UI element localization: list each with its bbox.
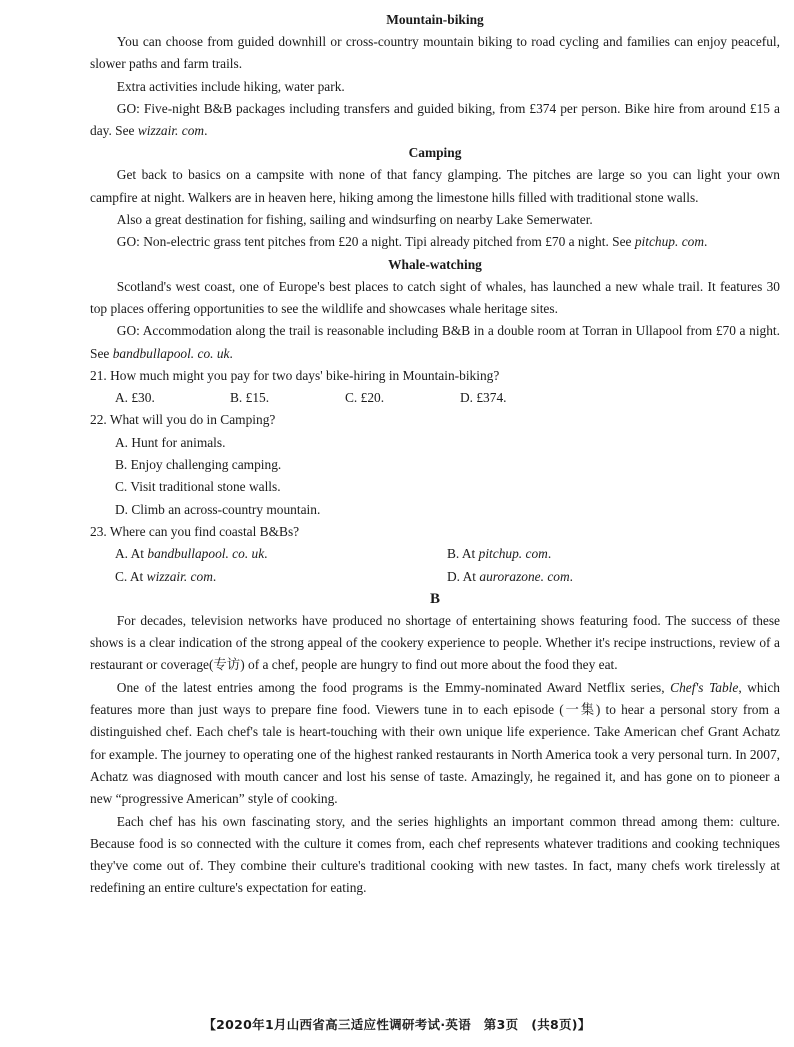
question-21-stem: 21. How much might you pay for two days' bike-hiring in Mountain-biking? — [90, 367, 500, 383]
q23-option-d — [447, 566, 779, 588]
q21-option-c: C. £20. — [345, 390, 385, 406]
page-footer: 【2020年1月山西省高三适应性调研考试·英语 第3页 (共8页)】 — [203, 1017, 591, 1032]
q23-c-end: . — [212, 568, 217, 584]
q21-option-d: D. £374. — [460, 390, 507, 406]
q22-option-b: B. Enjoy challenging camping. — [115, 457, 282, 473]
section-title-mountain-biking: Mountain-biking — [386, 12, 484, 27]
section-title-camping: Camping — [408, 145, 462, 161]
q23-option-a — [115, 543, 447, 565]
part-b-p2-intro: One of the latest entries among the food programs is the Emmy-nominated Award Netflix series, — [116, 679, 671, 695]
question-23-stem: 23. Where can you find coastal B&Bs? — [90, 523, 300, 539]
q23-b-link: pitchup. com — [478, 546, 548, 562]
part-b-heading: B — [429, 590, 440, 607]
mountain-paragraph-2: Extra activities include hiking, water park. — [116, 78, 345, 94]
q21-option-a: A. £30. — [115, 390, 155, 406]
q23-b-prefix: B. At — [447, 546, 479, 562]
question-23-options — [90, 543, 780, 588]
q23-a-end: . — [264, 546, 268, 562]
section-title-whale-watching: Whale-watching — [388, 256, 482, 272]
exam-page — [90, 9, 780, 900]
part-b-paragraph-1: For decades, television networks have produced no shortage of entertaining shows featuring food. The success of these shows is a clear indication of the strong appeal of the cookery experience to people. Whether it's recipe instructions, review of a restaurant or coverage(专访) of a chef, people are hungry to find out more about the food they eat. — [90, 612, 780, 673]
whale-go-text: GO: Accommodation along the trail is reasonable including B&B in a double room at Torran in Ullapool from £70 a night. See — [90, 323, 780, 361]
q23-option-b — [447, 543, 779, 565]
question-22-stem: 22. What will you do in Camping? — [90, 412, 276, 428]
part-b-paragraph-3: Each chef has his own fascinating story, and the series highlights an important common thread among them: culture. Because food is so connected with the culture it comes from, each chef represents whatever traditions and cooking techniques they've come out of. They combine their culture's traditional cooking with new tastes. In fact, many chefs work tirelessly at redefining an entire culture's expectation for eating. — [90, 813, 780, 896]
part-b-paragraph-2 — [90, 677, 780, 811]
chefs-table-title: Chef's Table — [670, 679, 739, 695]
q22-option-a: A. Hunt for animals. — [115, 434, 226, 450]
mountain-go-text: GO: Five-night B&B packages including transfers and guided biking, from £374 per person. Bike hire from around £15 a day. See — [90, 100, 780, 139]
q23-d-link: aurorazone. com — [479, 568, 570, 584]
camping-go-end: . — [704, 234, 708, 250]
q23-b-end: . — [547, 546, 552, 562]
camping-go-text: GO: Non-electric grass tent pitches from £20 a night. Tipi already pitched from £70 a night. See — [116, 234, 635, 250]
wizzair-link: wizzair. com — [137, 123, 205, 139]
question-22-options — [90, 432, 780, 521]
camping-paragraph-2: Also a great destination for fishing, sailing and windsurfing on nearby Lake Semerwater. — [116, 212, 593, 228]
q23-c-prefix: C. At — [115, 568, 147, 584]
part-b-p2-body: , which features more than just ways to prepare fine food. Viewers tune in to each episode (一集) to hear a personal story from a distinguished chef. Each chef's tale is heart-touching with their own unique life experience. Take American chef Grant Achatz for example. The journey to operating one of the highest ranked restaurants in North America took a very personal turn. In 2007, Achatz was diagnosed with mouth cancer and lost his sense of taste. Amazingly, he regained it, and has gone on to pioneer a new “progressive American” style of cooking. — [90, 679, 780, 807]
q22-option-d: D. Climb an across-country mountain. — [115, 501, 321, 517]
q23-a-link: bandbullapool. co. uk — [147, 546, 265, 562]
q23-option-c — [115, 566, 447, 588]
q21-option-b: B. £15. — [230, 390, 270, 406]
mountain-paragraph-1: You can choose from guided downhill or cross-country mountain biking to road cycling and families can enjoy peaceful, slower paths and farm trails. — [90, 34, 780, 72]
q22-option-c: C. Visit traditional stone walls. — [115, 479, 281, 495]
camping-paragraph-go — [90, 231, 780, 253]
q23-d-prefix: D. At — [447, 568, 480, 584]
whale-paragraph-go — [90, 320, 780, 365]
q23-c-link: wizzair. com — [146, 568, 213, 584]
bandbullapool-link: bandbullapool. co. uk — [112, 345, 230, 361]
pitchup-link: pitchup. com — [634, 234, 704, 250]
whale-go-end: . — [229, 345, 233, 361]
mountain-go-end: . — [204, 123, 208, 139]
q23-a-prefix: A. At — [115, 546, 148, 562]
mountain-paragraph-go — [90, 98, 780, 143]
question-21-options — [90, 387, 780, 409]
camping-paragraph-1: Get back to basics on a campsite with none of that fancy glamping. The pitches are large so you can light your own campfire at night. Walkers are in heaven here, hiking among the limestone hills filled with traditional stone walls. — [90, 167, 780, 205]
whale-paragraph-1: Scotland's west coast, one of Europe's best places to catch sight of whales, has launched a new whale trail. It features 30 top places offering opportunities to see the wildlife and showcases whale heritage sites. — [90, 278, 780, 316]
q23-d-end: . — [569, 568, 573, 584]
